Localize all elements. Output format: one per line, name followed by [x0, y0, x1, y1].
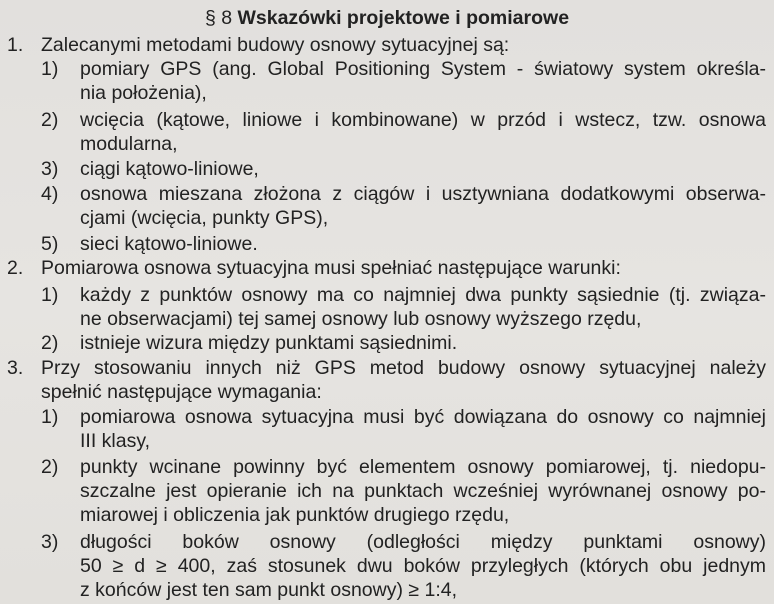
section-text: Pomiarowa osnowa sytuacyjna musi spełniać następujące warunki: — [41, 257, 621, 279]
item-text: długości boków osnowy (odległości między punktami osnowy) — [80, 531, 766, 553]
item-text: miarowej i obliczenia jak punktów drugiego rzędu, — [80, 504, 510, 526]
section-number: 2. — [7, 257, 24, 279]
item-text: wcięcia (kątowe, liniowe i kombinowane) w przód i wstecz, tzw. osnowa — [80, 109, 766, 131]
item-number: 1) — [41, 58, 59, 80]
item-text: istnieje wizura między punktami sąsiednimi. — [80, 332, 458, 354]
item-text: nia położenia), — [80, 82, 207, 104]
item-text: pomiary GPS (ang. Global Positioning System - światowy system określa- — [80, 58, 766, 80]
item-text: szczalne jest opieranie ich na punktach wcześniej wyrównanej osnowy po- — [80, 480, 766, 502]
item-text: osnowa mieszana złożona z ciągów i usztywniana dodatkowymi obserwa- — [80, 183, 766, 205]
item-text: modularna, — [80, 133, 178, 155]
item-text: pomiarowa osnowa sytuacyjna musi być dowiązana do osnowy co najmniej — [80, 406, 766, 428]
item-text: z końców jest ten sam punkt osnowy) ≥ 1:4, — [80, 579, 458, 601]
heading-title: Wskazówki projektowe i pomiarowe — [237, 7, 570, 29]
item-number: 3) — [41, 531, 59, 553]
section-number: 3. — [7, 357, 24, 379]
item-text: ne obserwacjami) tej samej osnowy lub osnowy wyższego rzędu, — [80, 308, 642, 330]
item-number: 2) — [41, 109, 59, 131]
item-text: punkty wcinane powinny być elementem osnowy pomiarowej, tj. niedopu- — [80, 456, 766, 478]
page-heading — [0, 6, 774, 30]
section-sign: § 8 — [204, 7, 233, 29]
item-text: sieci kątowo-liniowe. — [80, 233, 258, 255]
section-number: 1. — [7, 34, 24, 56]
item-text: III klasy, — [80, 430, 151, 452]
item-number: 1) — [41, 406, 59, 428]
section-text: Zalecanymi metodami budowy osnowy sytuacyjnej są: — [41, 34, 510, 56]
item-text: 50 ≥ d ≥ 400, zaś stosunek dwu boków przyległych (których obu jednym — [80, 555, 766, 577]
item-number: 5) — [41, 233, 59, 255]
item-text: ciągi kątowo-liniowe, — [80, 158, 259, 180]
item-text: każdy z punktów osnowy ma co najmniej dwa punkty sąsiednie (tj. związa- — [80, 284, 766, 306]
section-text: Przy stosowaniu innych niż GPS metod budowy osnowy sytuacyjnej należy — [41, 357, 766, 379]
section-text: spełnić następujące wymagania: — [41, 381, 322, 403]
item-number: 3) — [41, 158, 59, 180]
item-number: 2) — [41, 456, 59, 478]
item-number: 1) — [41, 284, 59, 306]
item-number: 4) — [41, 183, 59, 205]
item-text: cjami (wcięcia, punkty GPS), — [80, 207, 329, 229]
item-number: 2) — [41, 332, 59, 354]
